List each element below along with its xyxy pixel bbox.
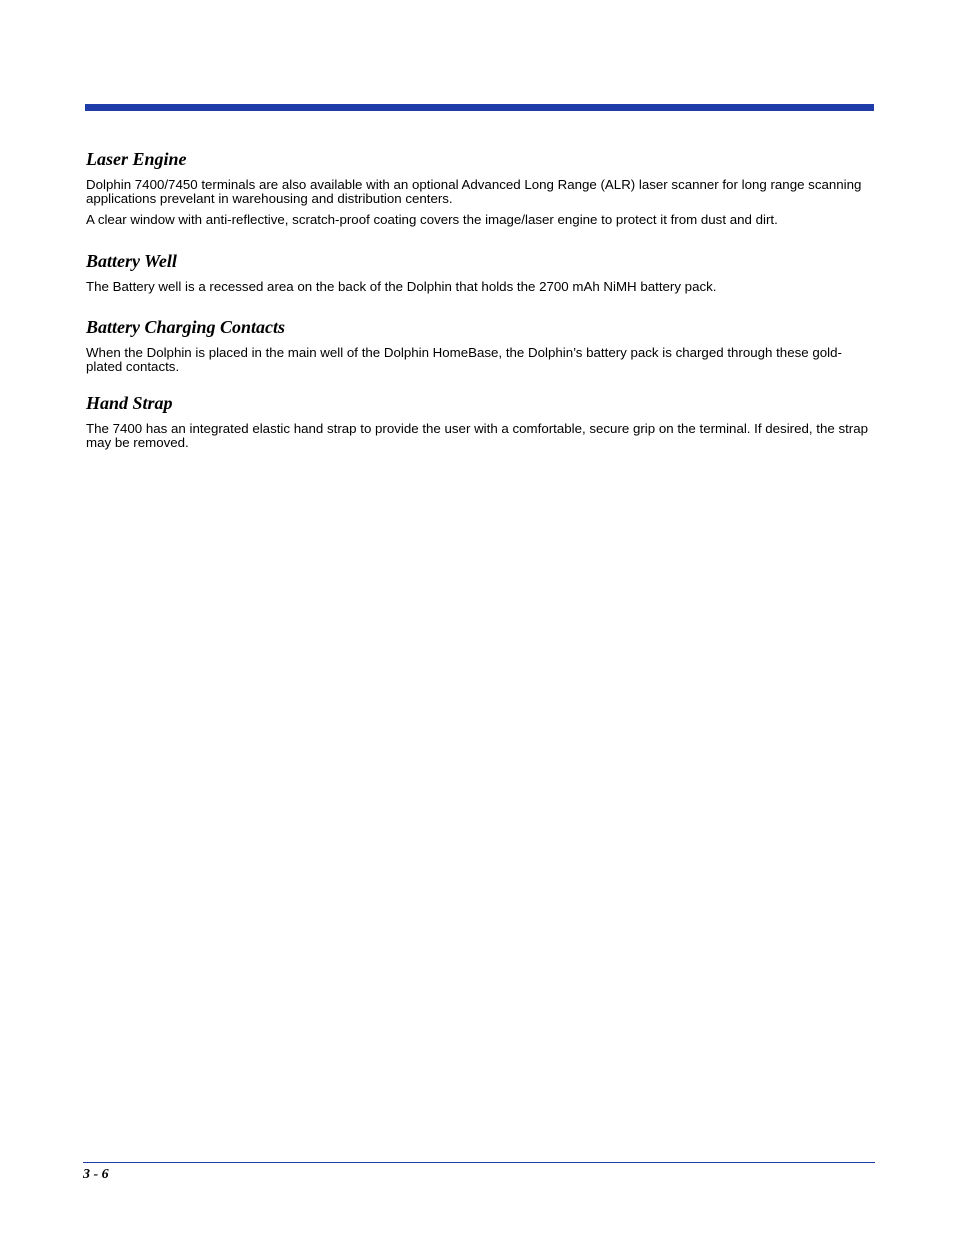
page-number: 3 - 6: [83, 1167, 109, 1182]
section-battery-well: [86, 250, 874, 294]
section-heading: Hand Strap: [86, 393, 173, 413]
paragraph: The Battery well is a recessed area on the back of the Dolphin that holds the 2700 mAh NiMH battery pack.: [86, 279, 717, 294]
section-laser-engine: [86, 148, 874, 227]
paragraph: When the Dolphin is placed in the main well of the Dolphin HomeBase, the Dolphin’s battery pack is charged through these gold-plated contacts.: [86, 345, 842, 374]
header-rule: [85, 104, 874, 111]
section-heading: Battery Well: [86, 251, 177, 271]
section-heading: Battery Charging Contacts: [86, 317, 286, 337]
paragraph: Dolphin 7400/7450 terminals are also available with an optional Advanced Long Range (ALR) laser scanner for long range scanning applications prevelant in warehousing and distribution centers.: [86, 177, 862, 206]
section-hand-strap: [86, 392, 874, 450]
paragraph: The 7400 has an integrated elastic hand strap to provide the user with a comfortable, secure grip on the terminal. If desired, the strap may be removed.: [86, 421, 869, 450]
paragraph: A clear window with anti-reflective, scratch-proof coating covers the image/laser engine to protect it from dust and dirt.: [86, 212, 778, 227]
section-heading: Laser Engine: [86, 149, 187, 169]
page-content: [86, 148, 874, 472]
section-battery-charging-contacts: [86, 316, 874, 374]
footer-rule: [83, 1162, 875, 1163]
